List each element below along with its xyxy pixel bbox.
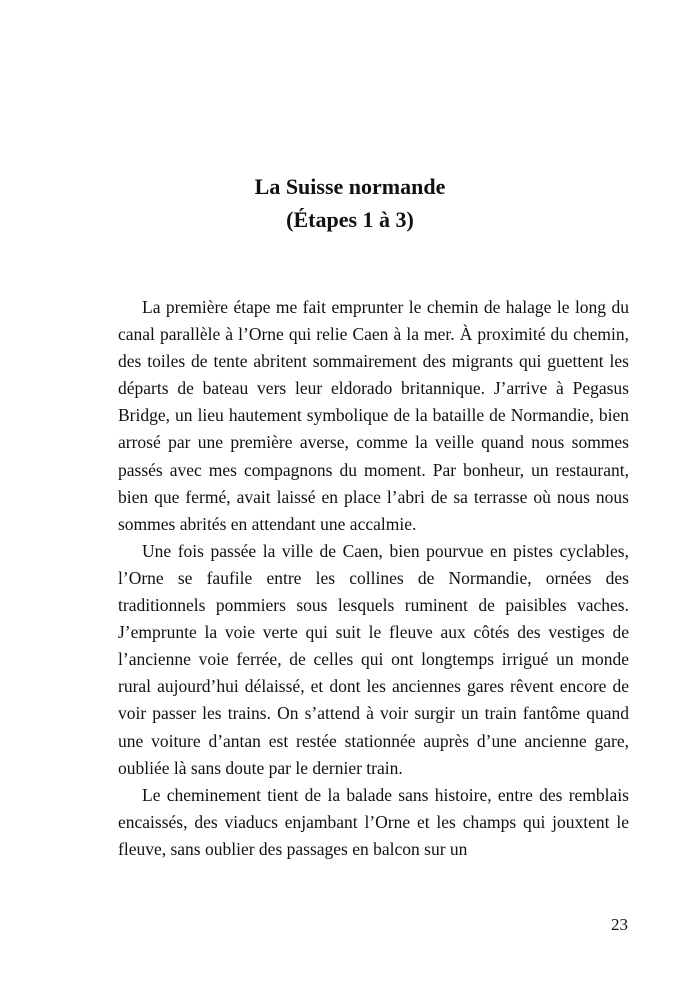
body-text <box>118 294 629 863</box>
paragraph: Une fois passée la ville de Caen, bien pourvue en pistes cyclables, l’Orne se faufile entre les collines de Normandie, ornées des traditionnels pommiers sous lesquels ruminent de paisibles vaches. J’emprunte la voie verte qui suit le fleuve aux côtés des vestiges de l’ancienne voie ferrée, de celles qui ont longtemps irrigué un monde rural aujourd’hui délaissé, et dont les anciennes gares rêvent encore de voir passer les trains. On s’attend à voir surgir un train fantôme quand une voiture d’antan est restée stationnée auprès d’une ancienne gare, oubliée là sans doute par le dernier train. <box>118 540 629 778</box>
paragraph: La première étape me fait emprunter le chemin de halage le long du canal parallèle à l’Orne qui relie Caen à la mer. À proximité du chemin, des toiles de tente abritent sommairement des migrants qui guettent les départs de bateau vers leur eldorado britannique. J’arrive à Pegasus Bridge, un lieu hautement symbolique de la bataille de Normandie, bien arrosé par une première averse, comme la veille quand nous sommes passés avec mes compagnons du moment. Par bonheur, un restaurant, bien que fermé, avait laissé en place l’abri de sa terrasse où nous nous sommes abrités en attendant une accalmie. <box>118 297 629 534</box>
page-number: 23 <box>611 915 628 934</box>
chapter-title <box>0 170 700 236</box>
chapter-title-subtitle: (Étapes 1 à 3) <box>286 207 414 232</box>
chapter-title-main: La Suisse normande <box>254 174 446 199</box>
paragraph: Le cheminement tient de la balade sans histoire, entre des remblais encaissés, des viaducs enjambant l’Orne et les champs qui jouxtent le fleuve, sans oublier des passages en balcon sur un <box>118 784 629 859</box>
